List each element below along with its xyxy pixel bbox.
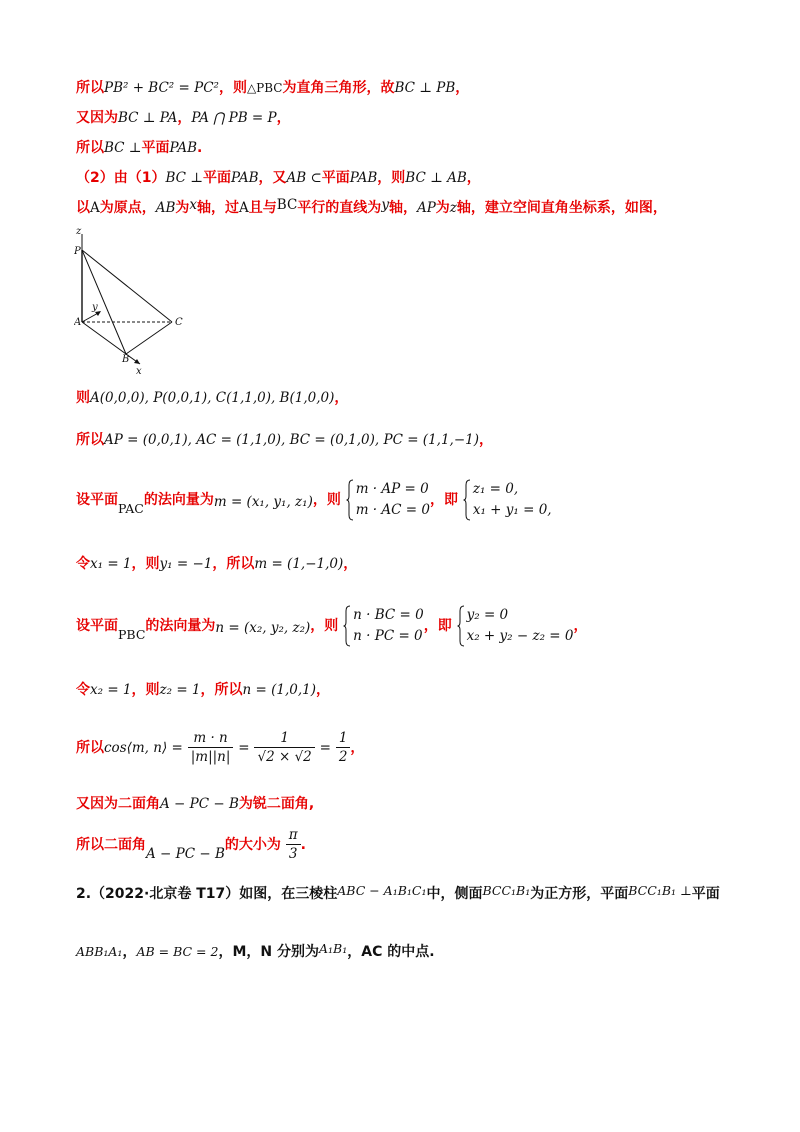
normal2-line: 设平面PBC的法向量为n = (x₂, y₂, z₂)，则 n · BC = 0 n · PC = 0 ，即 y₂ = 0 x₂ + y₂ − z₂ = 0 ，	[76, 604, 587, 648]
label-C: C	[175, 317, 183, 328]
brace-icon	[463, 479, 471, 521]
problem2-line-2: ABB₁A₁，AB = BC = 2，M，N 分别为A₁B₁，AC 的中点.	[76, 941, 435, 960]
normal2-system-2: y₂ = 0 x₂ + y₂ − z₂ = 0	[457, 605, 574, 647]
vectors-line: 所以AP = (0,0,1), AC = (1,1,0), BC = (0,1,0), PC = (1,1,−1)，	[76, 432, 493, 448]
brace-icon	[346, 479, 354, 521]
label-z: z	[76, 228, 82, 237]
problem2-line-1: 2.（2022·北京卷 T17）如图，在三棱柱ABC − A₁B₁C₁中，侧面BCC₁B₁为正方形，平面BCC₁B₁ ⊥平面	[76, 883, 720, 902]
answer-line: 所以二面角A − PC − B的大小为 $\frac{\pi}{3}$ .	[76, 827, 306, 862]
normal1-system-1: m · AP = 0 m · AC = 0	[346, 479, 430, 521]
fraction-one-over-roots: $\frac{1}{√2 \times √2}$	[254, 730, 314, 766]
part2-line-1: （2）由（1）BC ⊥平面PAB，又AB ⊂平面PAB，则BC ⊥ AB，	[76, 170, 481, 186]
brace-icon	[457, 605, 465, 647]
label-A: A	[74, 317, 82, 328]
let1-line: 令x₁ = 1，则y₁ = −1，所以m = (1,−1,0)，	[76, 556, 358, 572]
fraction-dot-over-norms: $\frac{m \cdot n}{|m||n|}$	[188, 730, 234, 766]
label-y: y	[92, 302, 98, 313]
part2-line-2: 以A为原点，AB为x轴，过A且与BC平行的直线为y轴，AP为z轴，建立空间直角坐标系，如图，	[76, 197, 667, 216]
label-B: B	[122, 354, 130, 365]
coordinate-figure	[74, 228, 192, 376]
coords-line: 则A(0,0,0), P(0,0,1), C(1,1,0), B(1,0,0)，	[76, 390, 349, 406]
normal1-system-2: z₁ = 0, x₁ + y₁ = 0,	[463, 479, 552, 521]
normal1-line: 设平面PAC的法向量为m = (x₁, y₁, z₁)，则 m · AP = 0 m · AC = 0 ，即 z₁ = 0, x₁ + y₁ = 0,	[76, 478, 552, 522]
let2-line: 令x₂ = 1，则z₂ = 1，所以n = (1,0,1)，	[76, 682, 331, 698]
proof-line-2: 又因为BC ⊥ PA，PA ⋂ PB = P，	[76, 110, 291, 126]
fraction-pi-over-three: $\frac{\pi}{3}$	[286, 827, 301, 863]
label-x: x	[136, 366, 142, 376]
label-P: P	[74, 246, 81, 257]
cosine-line: 所以cos⟨m, n⟩ = $\frac{m \cdot n}{|m||n|}$ = $\frac{1}{√2 \times √2}$ = $\frac{1}{2}$ ，	[76, 730, 365, 765]
edge-BC	[126, 322, 172, 354]
proof-line-3: 所以BC ⊥平面PAB.	[76, 140, 203, 156]
acute-line: 又因为二面角A − PC − B为锐二面角,	[76, 796, 315, 812]
pyramid-diagram	[74, 228, 192, 376]
normal2-system-1: n · BC = 0 n · PC = 0	[343, 605, 424, 647]
brace-icon	[343, 605, 351, 647]
proof-line-1: 所以PB² + BC² = PC²，则△PBC为直角三角形，故BC ⊥ PB，	[76, 80, 470, 96]
fraction-one-half: $\frac{1}{2}$	[336, 730, 351, 766]
